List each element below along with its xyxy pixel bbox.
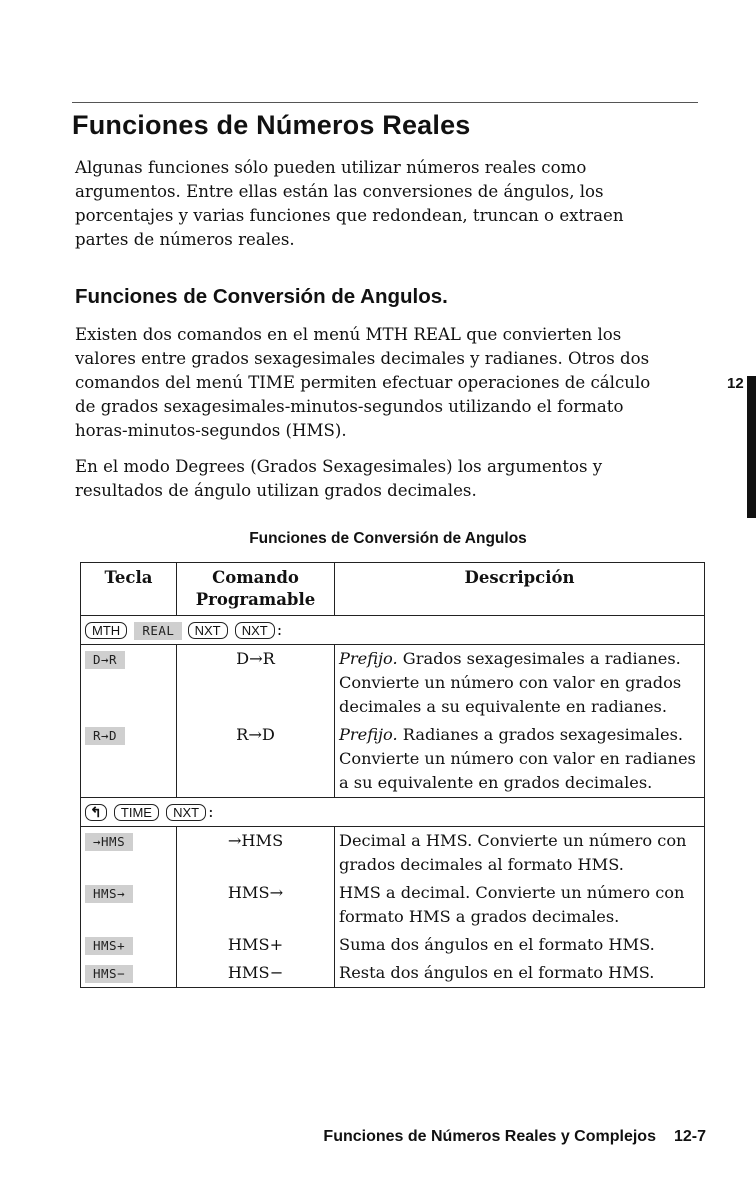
footer-title: Funciones de Números Reales y Complejos: [323, 1128, 656, 1145]
table-row: [81, 827, 705, 880]
command-cell: R→D: [177, 721, 335, 798]
header-key: Tecla: [81, 563, 177, 616]
page-footer: [323, 1128, 706, 1146]
top-rule: [72, 102, 698, 103]
key-cell: [81, 721, 177, 798]
softkey-r-to-d: R→D: [85, 727, 125, 745]
description-cell: Resta dos ángulos en el formato HMS.: [335, 959, 705, 988]
softkey-d-to-r: D→R: [85, 651, 125, 669]
footer-page-number: 12-7: [673, 1128, 706, 1145]
table-header-row: [81, 563, 705, 616]
description-text: Radianes a grados sexagesimales. Convierte un número con valor en radianes a su equivalente en grados decimales.: [339, 725, 696, 792]
menu-colon: :: [208, 802, 214, 821]
table-row: [81, 959, 705, 988]
softkey-hms-minus: HMS−: [85, 965, 133, 983]
page-heading: Funciones de Números Reales: [72, 110, 471, 140]
description-text: Grados sexagesimales a radianes. Convierte un número con valor en grados decimales a su equivalente en radianes.: [339, 649, 682, 716]
section-paragraph-1: Existen dos comandos en el menú MTH REAL que convierten los valores entre grados sexagesimales decimales y radianes. Otros dos comandos del menú TIME permiten efectuar operaciones de cálculo de grados sexagesimales-minutos-segundos utilizando el formato horas-minutos-segundos (HMS).: [75, 325, 651, 440]
header-command-line2: Programable: [195, 590, 316, 609]
time-key: TIME: [114, 804, 159, 821]
nxt-key: NXT: [166, 804, 206, 821]
softkey-hms-plus: HMS+: [85, 937, 133, 955]
command-cell: HMS+: [177, 931, 335, 959]
softkey-to-hms: →HMS: [85, 833, 133, 851]
intro-paragraph: Algunas funciones sólo pueden utilizar números reales como argumentos. Entre ellas están las conversiones de ángulos, los porcentajes y varias funciones que redondean, truncan o extraen partes de números reales.: [75, 158, 624, 249]
header-description: Descripción: [335, 563, 705, 616]
command-cell: →HMS: [177, 827, 335, 880]
section-paragraph-2: En el modo Degrees (Grados Sexagesimales) los argumentos y resultados de ángulo utilizan grados decimales.: [75, 457, 603, 500]
menu-path-row-2: [81, 798, 705, 827]
nxt-key: NXT: [188, 622, 228, 639]
key-cell: [81, 827, 177, 880]
prefix-label: Prefijo.: [339, 649, 398, 668]
description-cell: [335, 721, 705, 798]
header-command: [177, 563, 335, 616]
nxt-key-2: NXT: [235, 622, 275, 639]
prefix-label: Prefijo.: [339, 725, 398, 744]
command-cell: HMS→: [177, 879, 335, 931]
mth-key: MTH: [85, 622, 127, 639]
table-row: [81, 721, 705, 798]
key-cell: [81, 931, 177, 959]
menu-colon: :: [276, 620, 283, 639]
key-cell: [81, 879, 177, 931]
table-row: [81, 645, 705, 722]
table-caption: Funciones de Conversión de Angulos: [249, 530, 527, 547]
real-softkey: REAL: [134, 622, 182, 640]
description-cell: Decimal a HMS. Convierte un número con grados decimales al formato HMS.: [335, 827, 705, 880]
menu-path-2: [81, 798, 705, 827]
key-cell: [81, 645, 177, 722]
menu-path-1: [81, 616, 705, 645]
table-row: [81, 931, 705, 959]
chapter-tab-label: 12: [727, 375, 744, 392]
description-cell: [335, 645, 705, 722]
softkey-hms-to: HMS→: [85, 885, 133, 903]
table-row: [81, 879, 705, 931]
key-cell: [81, 959, 177, 988]
chapter-tab-bar: [747, 376, 756, 518]
section-heading: Funciones de Conversión de Angulos.: [75, 285, 448, 308]
conversion-table: [80, 562, 705, 988]
menu-path-row-1: [81, 616, 705, 645]
description-cell: HMS a decimal. Convierte un número con formato HMS a grados decimales.: [335, 879, 705, 931]
left-shift-key: ↰: [85, 804, 107, 821]
description-cell: Suma dos ángulos en el formato HMS.: [335, 931, 705, 959]
command-cell: HMS−: [177, 959, 335, 988]
header-command-line1: Comando: [212, 568, 299, 587]
command-cell: D→R: [177, 645, 335, 722]
